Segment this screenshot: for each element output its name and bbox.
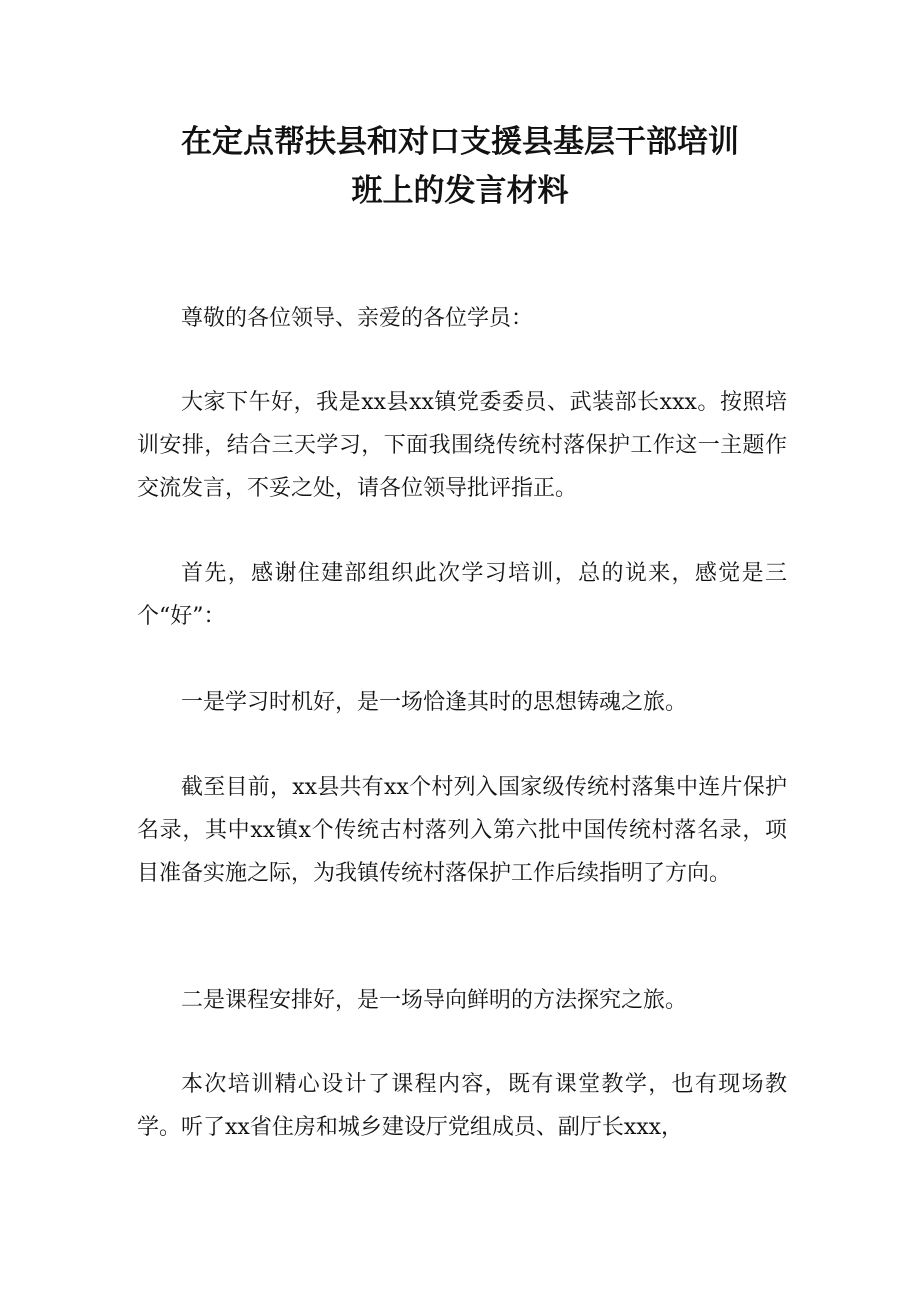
point-two-body: 本次培训精心设计了课程内容，既有课堂教学，也有现场教学。听了xx省住房和城乡建设厅党组成员、副厅长xxx， [137, 1072, 787, 1140]
salutation-paragraph: 尊敬的各位领导、亲爱的各位学员： [181, 306, 534, 331]
greeting-paragraph: 大家下午好，我是xx县xx镇党委委员、武装部长xxx。按照培训安排，结合三天学习，下面我围绕传统村落保护工作这一主题作交流发言，不妥之处，请各位领导批评指正。 [137, 390, 787, 501]
document-title-line-1: 在定点帮扶县和对口支援县基层干部培训 [181, 124, 739, 160]
point-one-body: 截至目前，xx县共有xx个村列入国家级传统村落集中连片保护名录，其中xx镇x个传统古村落列入第六批中国传统村落名录，项目准备实施之际，为我镇传统村落保护工作后续指明了方向。 [137, 775, 787, 886]
point-two-heading: 二是课程安排好，是一场导向鲜明的方法探究之旅。 [181, 988, 688, 1013]
document-title-line-2: 班上的发言材料 [351, 173, 569, 209]
thanks-paragraph: 首先，感谢住建部组织此次学习培训，总的说来，感觉是三个“好”： [137, 561, 787, 629]
point-one-heading: 一是学习时机好，是一场恰逢其时的思想铸魂之旅。 [181, 690, 688, 715]
